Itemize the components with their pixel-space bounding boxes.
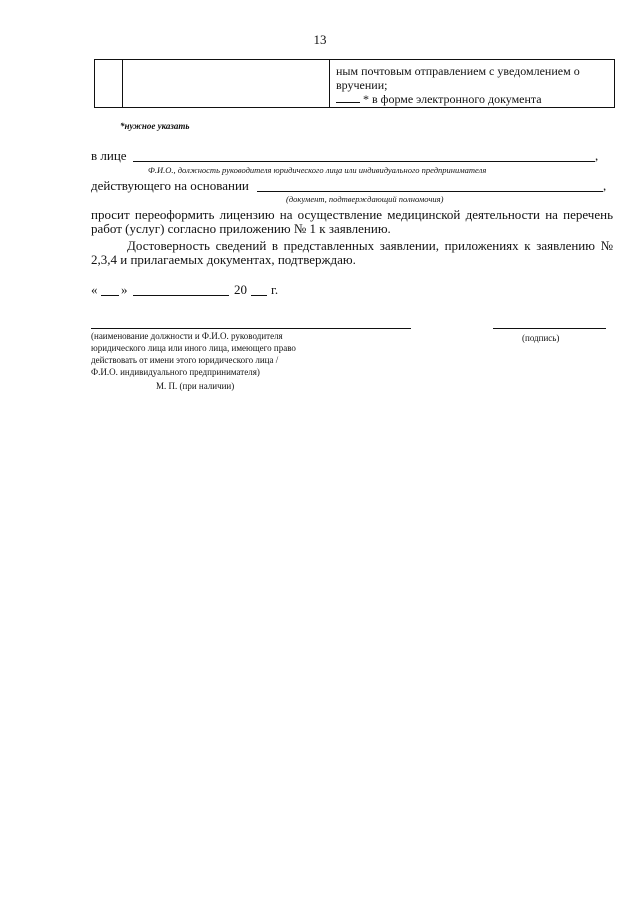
- page-number: 13: [313, 32, 327, 47]
- basis-line[interactable]: [257, 191, 603, 192]
- date-day-line[interactable]: [101, 295, 119, 296]
- request-text-line-1: просит переоформить лицензию на осуществление медицинской деятельности на перечень: [91, 207, 613, 222]
- date-close-quote: »: [121, 282, 128, 297]
- in-person-label: в лице: [91, 148, 127, 163]
- confirm-text-line-1: Достоверность сведений в представленных заявлении, приложениях к заявлению №: [127, 238, 613, 253]
- date-year-suffix: г.: [271, 282, 279, 297]
- caption-line-2: юридического лица или иного лица, имеющего право: [91, 343, 296, 353]
- table-option-text-2: вручении;: [336, 78, 388, 92]
- basis-comma: ,: [603, 178, 607, 193]
- caption-line-1: (наименование должности и Ф.И.О. руководителя: [91, 331, 283, 341]
- basis-caption: (документ, подтверждающий полномочия): [286, 194, 444, 204]
- seal-caption: М. П. (при наличии): [156, 381, 235, 391]
- request-text-line-2: работ (услуг) согласно приложению № 1 к заявлению.: [91, 221, 391, 236]
- table-cell-label: [123, 60, 330, 107]
- caption-line-3: действовать от имени этого юридического лица /: [91, 355, 279, 365]
- date-year-line[interactable]: [251, 295, 267, 296]
- in-person-caption: Ф.И.О., должность руководителя юридического лица или индивидуального предпринимателя: [148, 165, 487, 175]
- in-person-comma: ,: [595, 148, 599, 163]
- delivery-method-table: [94, 59, 615, 108]
- date-month-line[interactable]: [133, 295, 229, 296]
- table-option-text-1: ным почтовым отправлением с уведомлением о: [336, 64, 580, 78]
- checkbox-blank[interactable]: [336, 93, 360, 103]
- confirm-text-line-2: 2,3,4 и прилагаемых документах, подтверждаю.: [91, 252, 356, 267]
- signature-line[interactable]: [493, 328, 606, 329]
- in-person-line[interactable]: [133, 161, 595, 162]
- table-cell-number: [95, 60, 123, 107]
- basis-label: действующего на основании: [91, 178, 249, 193]
- date-open-quote: «: [91, 282, 98, 297]
- signature-caption: (подпись): [522, 333, 560, 343]
- caption-line-4: Ф.И.О. индивидуального предпринимателя): [91, 367, 260, 377]
- footnote: *нужное указать: [120, 121, 190, 131]
- table-cell-options: [336, 64, 616, 106]
- date-year-prefix: 20: [234, 282, 247, 297]
- name-position-caption: [91, 330, 296, 378]
- name-position-line[interactable]: [91, 328, 411, 329]
- table-option-electronic: * в форме электронного документа: [336, 92, 616, 106]
